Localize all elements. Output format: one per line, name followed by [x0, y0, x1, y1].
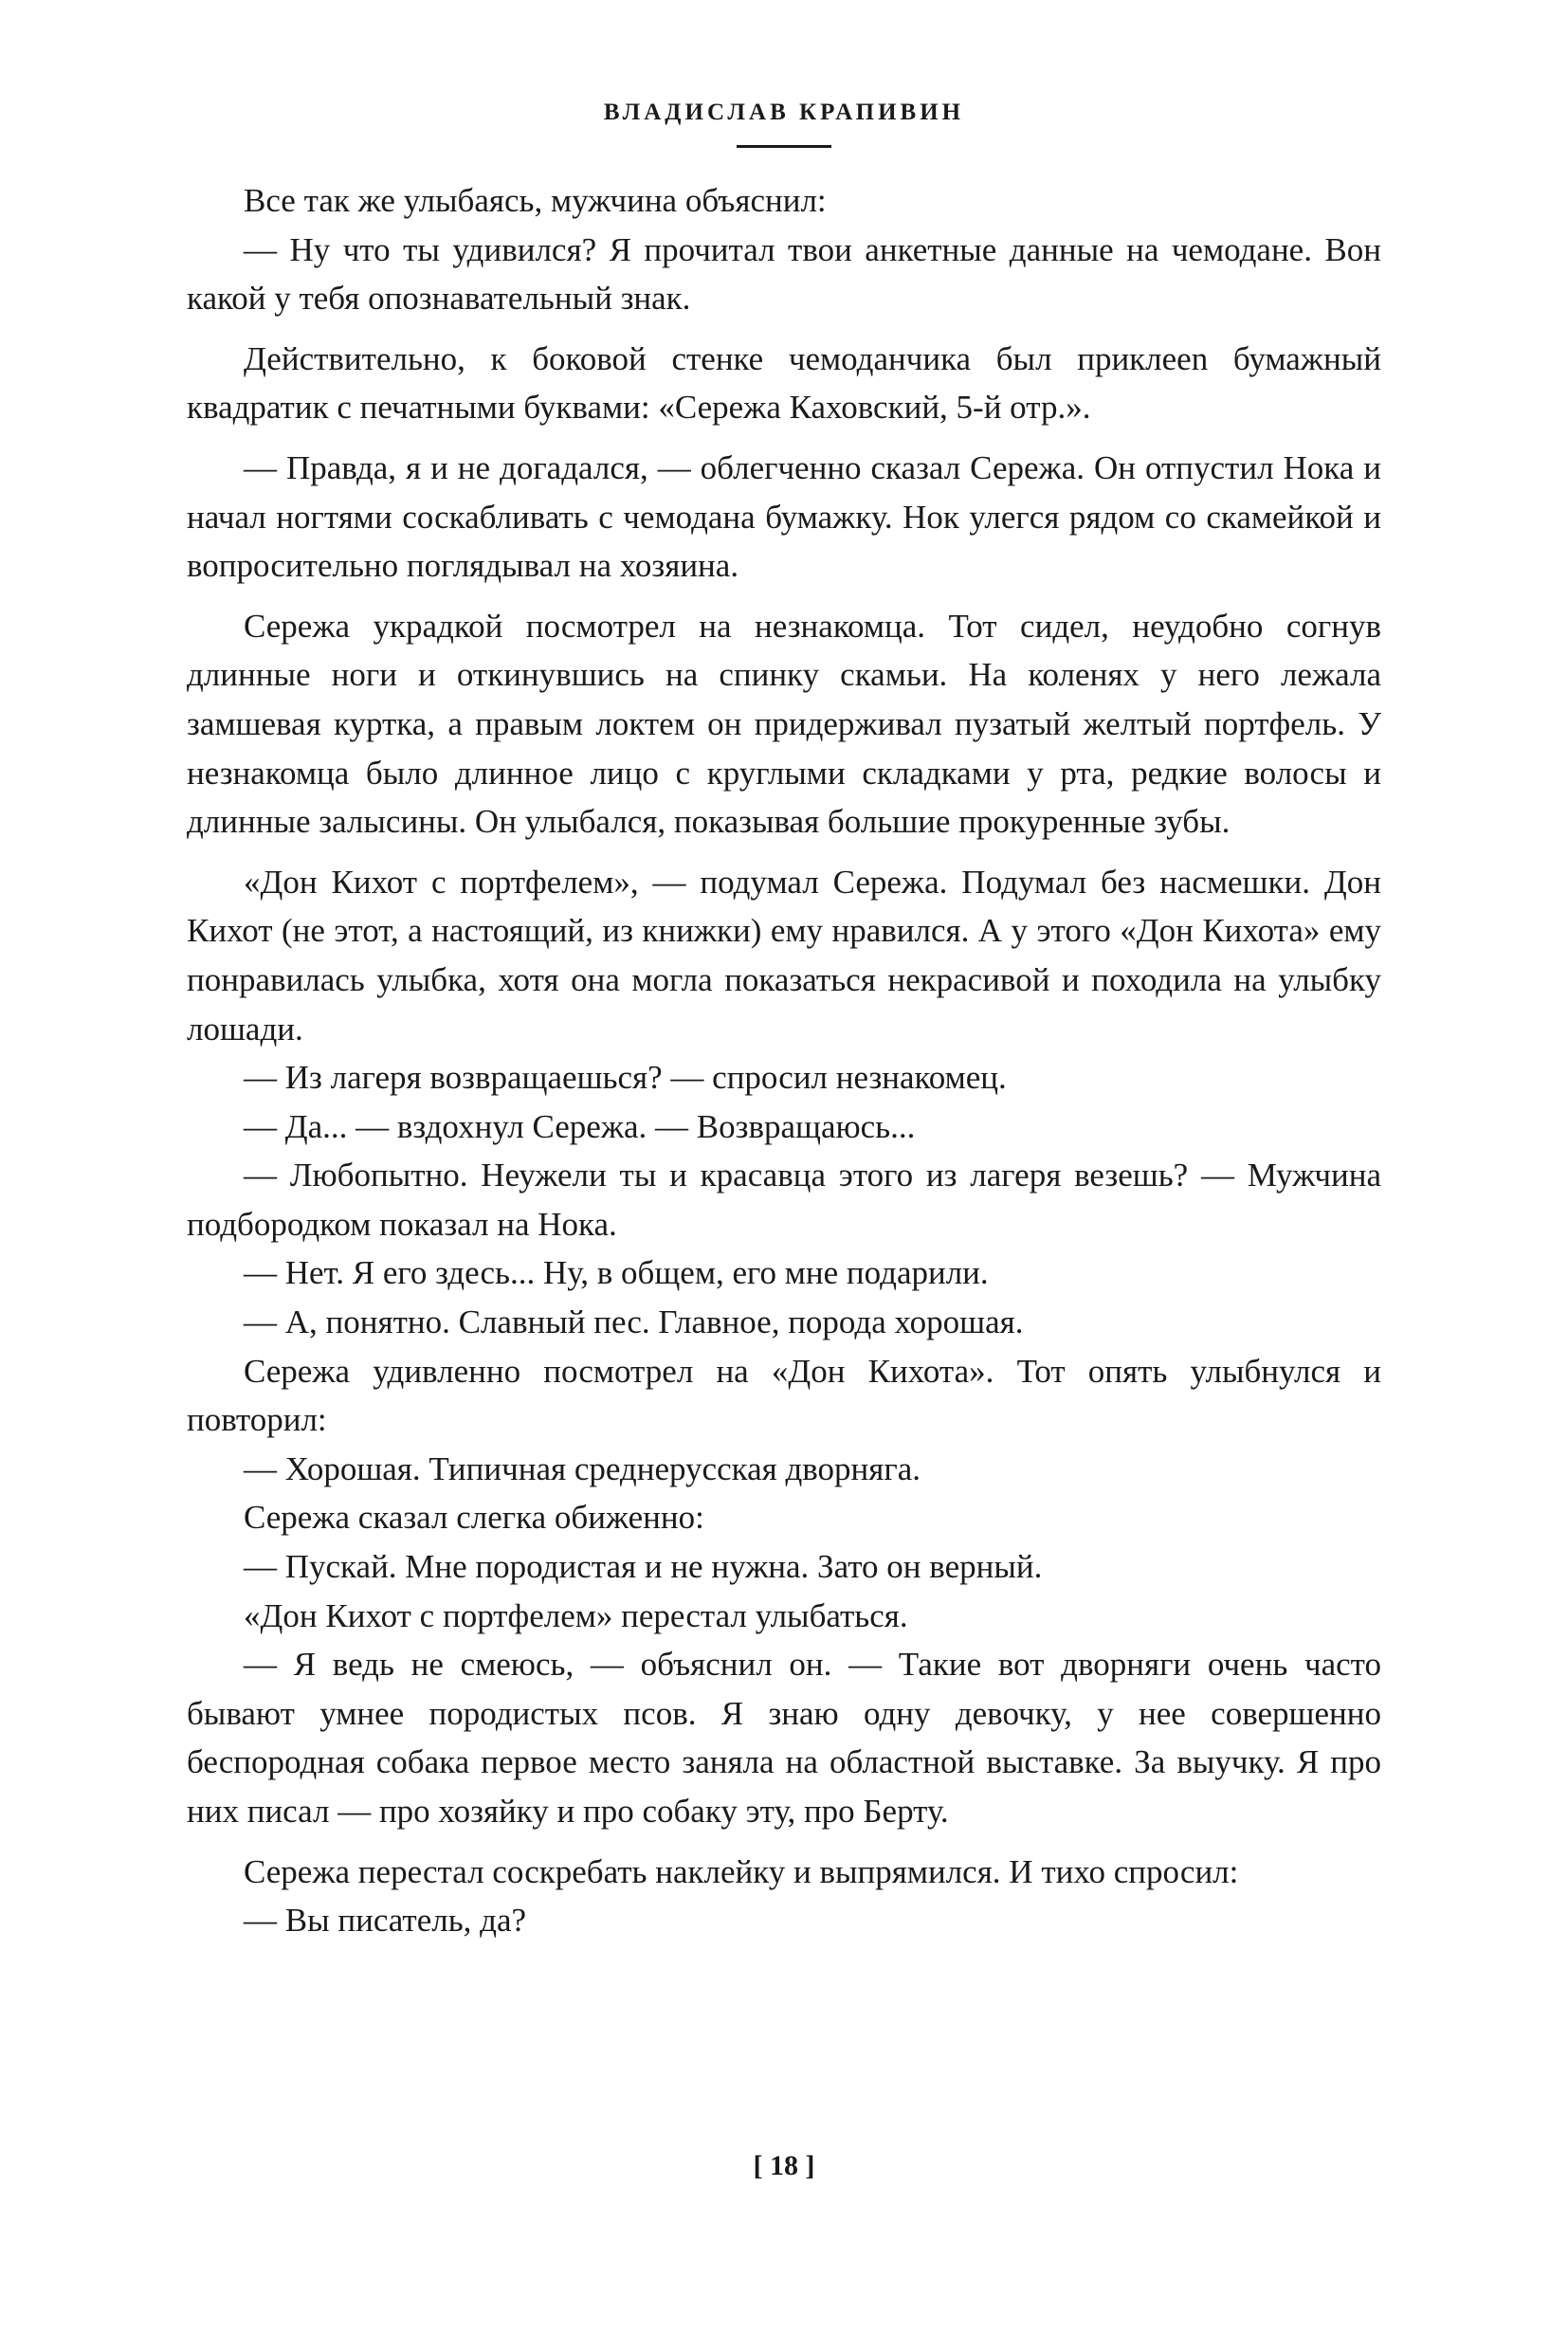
paragraph: — Пускай. Мне породистая и не нужна. Зато он верный.: [244, 1548, 1043, 1586]
paragraph: «Дон Кихот с портфелем» перестал улыбаться.: [244, 1596, 908, 1634]
header-rule: [737, 145, 831, 148]
folio-bracket-open: [: [753, 2150, 763, 2181]
running-head-author: ВЛАДИСЛАВ КРАПИВИН: [603, 100, 965, 125]
paragraph: Сережа украдкой посмотрел на незнакомца. Тот сидел, неудобно согнув длинные ноги и откинувшись на спинку скамьи. На коленях у него лежала замшевая куртка, а правым локтем он придерживал пузатый желтый портфель. У незнакомца было длинное лицо с круглыми складками у рта, редкие волосы и длинные залысины. Он улыбался, показывая большие прокуренные зубы.: [187, 607, 1381, 841]
paragraph: — Хорошая. Типичная среднерусская дворняга.: [244, 1449, 921, 1487]
paragraph: «Дон Кихот с портфелем», — подумал Сережа. Подумал без насмешки. Дон Кихот (не этот, а настоящий, из книжки) ему нравился. А у этого «Дон Кихота» ему понравилась улыбка, хотя она могла показаться некрасивой и походила на улыбку лошади.: [187, 863, 1381, 1048]
paragraph: Сережа удивленно посмотрел на «Дон Кихота». Тот опять улыбнулся и повторил:: [187, 1352, 1381, 1439]
paragraph: — А, понятно. Славный пес. Главное, порода хорошая.: [244, 1303, 1024, 1341]
folio-number: 18: [770, 2150, 798, 2181]
folio-bracket-close: ]: [805, 2150, 815, 2181]
paragraph: — Нет. Я его здесь... Ну, в общем, его мне подарили.: [244, 1254, 989, 1292]
paragraph: — Из лагеря возвращаешься? — спросил незнакомец.: [244, 1059, 1007, 1097]
paragraph: — Вы писатель, да?: [244, 1902, 527, 1940]
page-number: [0, 2150, 1568, 2182]
paragraph: Действительно, к боковой стенке чемоданчика был приклеen бумажный квадратик с печатными буквами: «Сережа Каховский, 5-й отр.».: [187, 339, 1381, 427]
body-text: [187, 176, 1381, 1945]
paragraph: — Я ведь не смеюсь, — объяснил он. — Такие вот дворняги очень часто бывают умнее породистых псов. Я знаю одну девочку, у нее совершенно беспородная собака первое место заняла на областной выставке. За выучку. Я про них писал — про хозяйку и про собаку эту, про Берту.: [187, 1646, 1381, 1830]
paragraph: — Ну что ты удивился? Я прочитал твои анкетные данные на чемодане. Вон какой у тебя опознавательный знак.: [187, 230, 1381, 318]
paragraph: Сережа перестал соскребать наклейку и выпрямился. И тихо спросил:: [244, 1852, 1239, 1890]
paragraph: — Любопытно. Неужели ты и красавца этого из лагеря везешь? — Мужчина подбородком показал на Нока.: [187, 1157, 1381, 1243]
paragraph: — Правда, я и не догадался, — облегченно сказал Сережа. Он отпустил Нока и начал ногтями соскабливать с чемодана бумажку. Нок улегся рядом со скамейкой и вопросительно поглядывал на хозяина.: [187, 448, 1381, 585]
paragraph: Сережа сказал слегка обиженно:: [244, 1499, 704, 1537]
paragraph: — Да... — вздохнул Сережа. — Возвращаюсь...: [244, 1107, 916, 1145]
paragraph: Все так же улыбаясь, мужчина объяснил:: [244, 182, 827, 219]
